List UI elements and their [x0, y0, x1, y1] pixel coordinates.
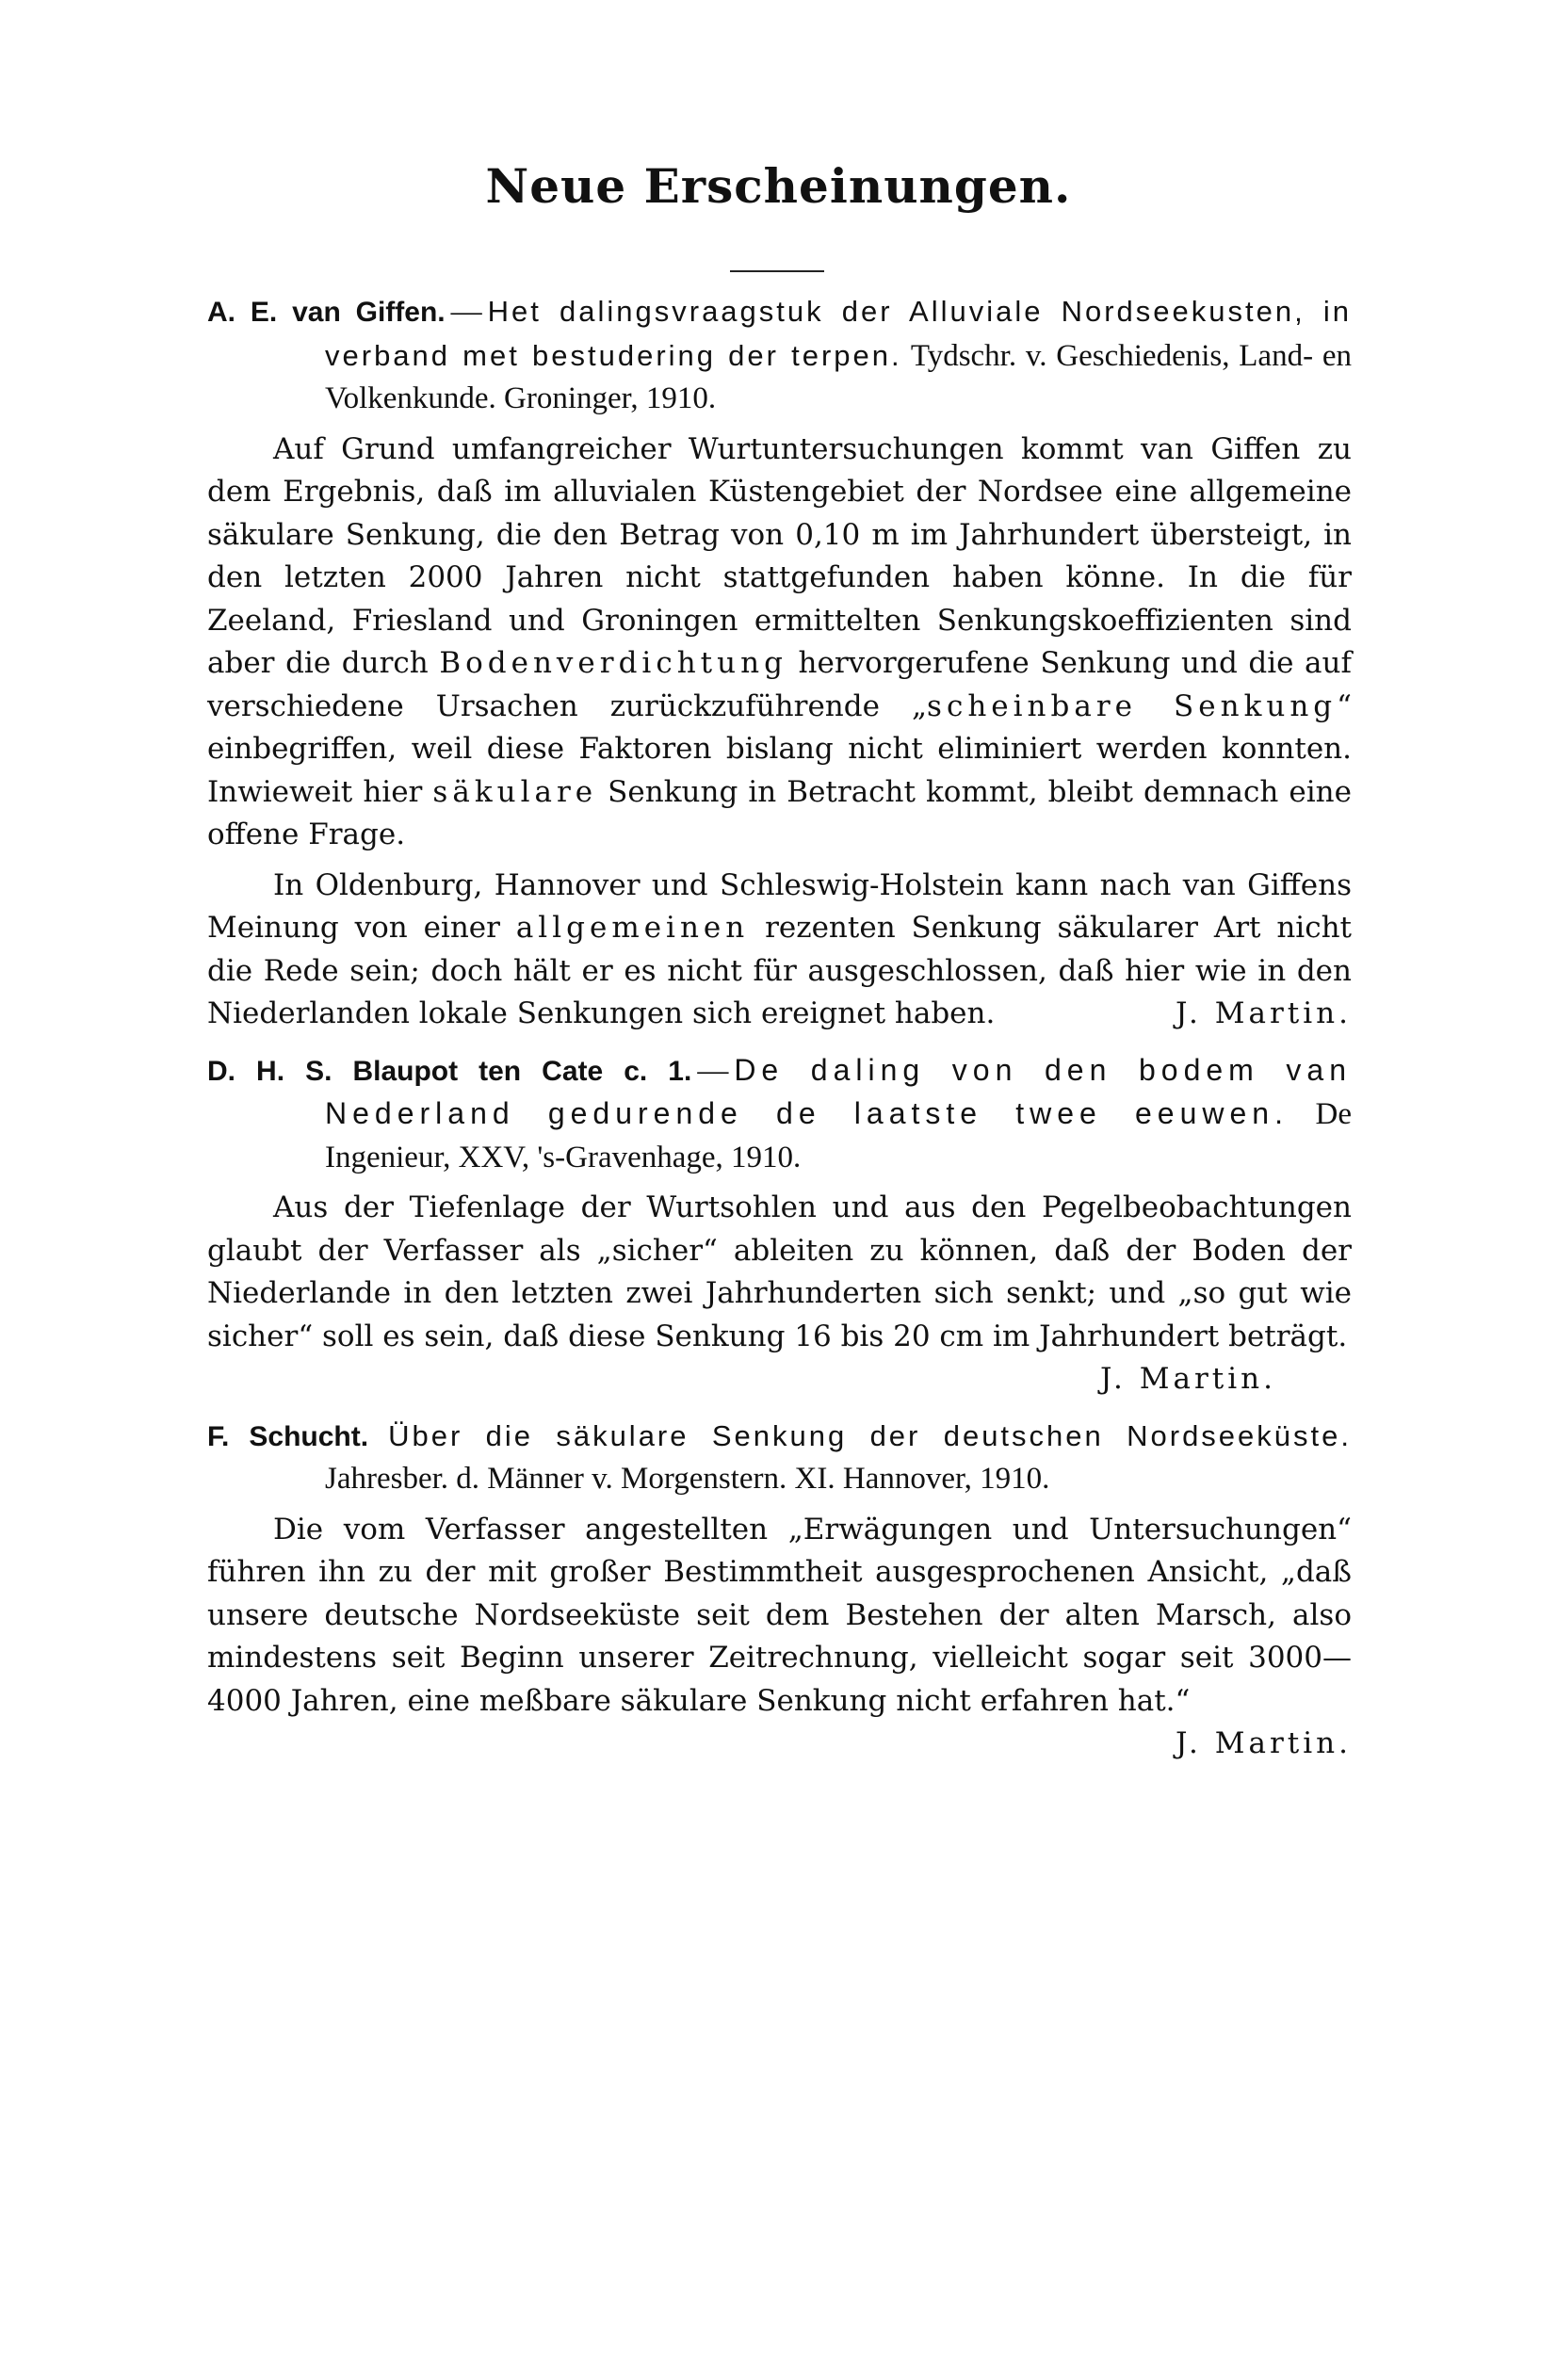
entry-title: Het dalingsvraagstuk der Alluviale Nordseekusten, in verband met bestudering der terpen. — [325, 295, 1352, 372]
entry-author: F. Schucht. — [207, 1420, 369, 1452]
review-entry — [207, 290, 1352, 1036]
page-title: Neue Erscheinungen. — [485, 158, 1072, 214]
entry-author: D. H. S. Blaupot ten Cate c. 1. — [207, 1055, 692, 1087]
entry-dash: — — [450, 295, 482, 329]
reviewer-signature: J. Martin. — [1100, 1362, 1276, 1396]
entry-publication: De Ingenieur, XXV, 's-Gravenhage, 1910. — [325, 1097, 1353, 1174]
entry-citation — [207, 1049, 1352, 1180]
title-rule — [730, 270, 824, 272]
emphasis: säkulare — [432, 774, 598, 809]
entry-paragraph: In Oldenburg, Hannover und Schleswig-Holstein kann nach van Giffens Meinung von einer allgemeinen rezenten Senkung säkularer Art nicht die Rede sein; doch hält er es nicht für ausgeschlossen, daß hier wie in den Niederlanden lokale Senkungen sich ereignet haben. J. Martin. — [207, 865, 1352, 1036]
review-column — [207, 290, 1352, 1766]
entry-title: Über die säkulare Senkung der deutschen Nordseeküste. — [388, 1418, 1352, 1452]
entry-citation — [207, 1415, 1352, 1501]
entry-paragraph: Aus der Tiefenlage der Wurtsohlen und aus den Pegelbeobachtungen glaubt der Verfasser als „sicher“ ableiten zu können, daß der Boden der Niederlande in den letzten zwei Jahrhunderten sich senkt; und „so gut wie sicher“ soll es sein, daß diese Senkung 16 bis 20 cm im Jahrhundert beträgt. — [207, 1190, 1352, 1353]
emphasis: Bodenverdichtung — [439, 646, 787, 680]
emphasis: allgemeinen — [515, 911, 750, 945]
review-entry — [207, 1049, 1352, 1401]
entry-dash: — — [697, 1053, 729, 1088]
entry-publication: Jahresber. d. Männer v. Morgenstern. XI. Hannover, 1910. — [325, 1462, 1050, 1496]
entry-paragraph: Auf Grund umfangreicher Wurtuntersuchungen kommt van Giffen zu dem Ergebnis, daß im alluvialen Küstengebiet der Nordsee eine allgemeine säkulare Senkung, die den Betrag von 0,10 m im Jahrhundert übersteigt, in den letzten 2000 Jahren nicht stattgefunden haben könne. In die für Zeeland, Friesland und Groningen ermittelten Senkungskoeffizienten sind aber die durch Bodenverdichtung hervorgerufene Senkung und die auf verschiedene Ursachen zurückzuführende „scheinbare Senkung“ einbegriffen, weil diese Faktoren bislang nicht eliminiert werden konnten. Inwieweit hier säkulare Senkung in Betracht kommt, bleibt demnach eine offene Frage. — [207, 431, 1352, 851]
entry-author: A. E. van Giffen. — [207, 297, 446, 328]
reviewer-signature: J. Martin. — [1176, 1726, 1352, 1760]
reviewer-signature: J. Martin. — [1176, 996, 1352, 1030]
entry-citation — [207, 290, 1352, 421]
emphasis: scheinbare Senkung — [927, 688, 1338, 723]
entry-publication: Tydschr. v. Geschiedenis, Land- en Volkenkunde. Groninger, 1910. — [325, 338, 1353, 415]
review-entry — [207, 1415, 1352, 1760]
entry-paragraph: Die vom Verfasser angestellten „Erwägungen und Untersuchungen“ führen ihn zu der mit großer Bestimmtheit ausgesprochenen Ansicht, „daß unsere deutsche Nordseeküste seit dem Bestehen der alten Marsch, also mindestens seit Beginn unserer Zeitrechnung, vielleicht sogar seit 3000—4000 Jahren, eine meßbare säkulare Senkung nicht erfahren hat.“ J. Martin. — [207, 1509, 1352, 1724]
entry-title: De daling von den bodem van Nederland gedurende de laatste twee eeuwen. — [325, 1052, 1353, 1130]
